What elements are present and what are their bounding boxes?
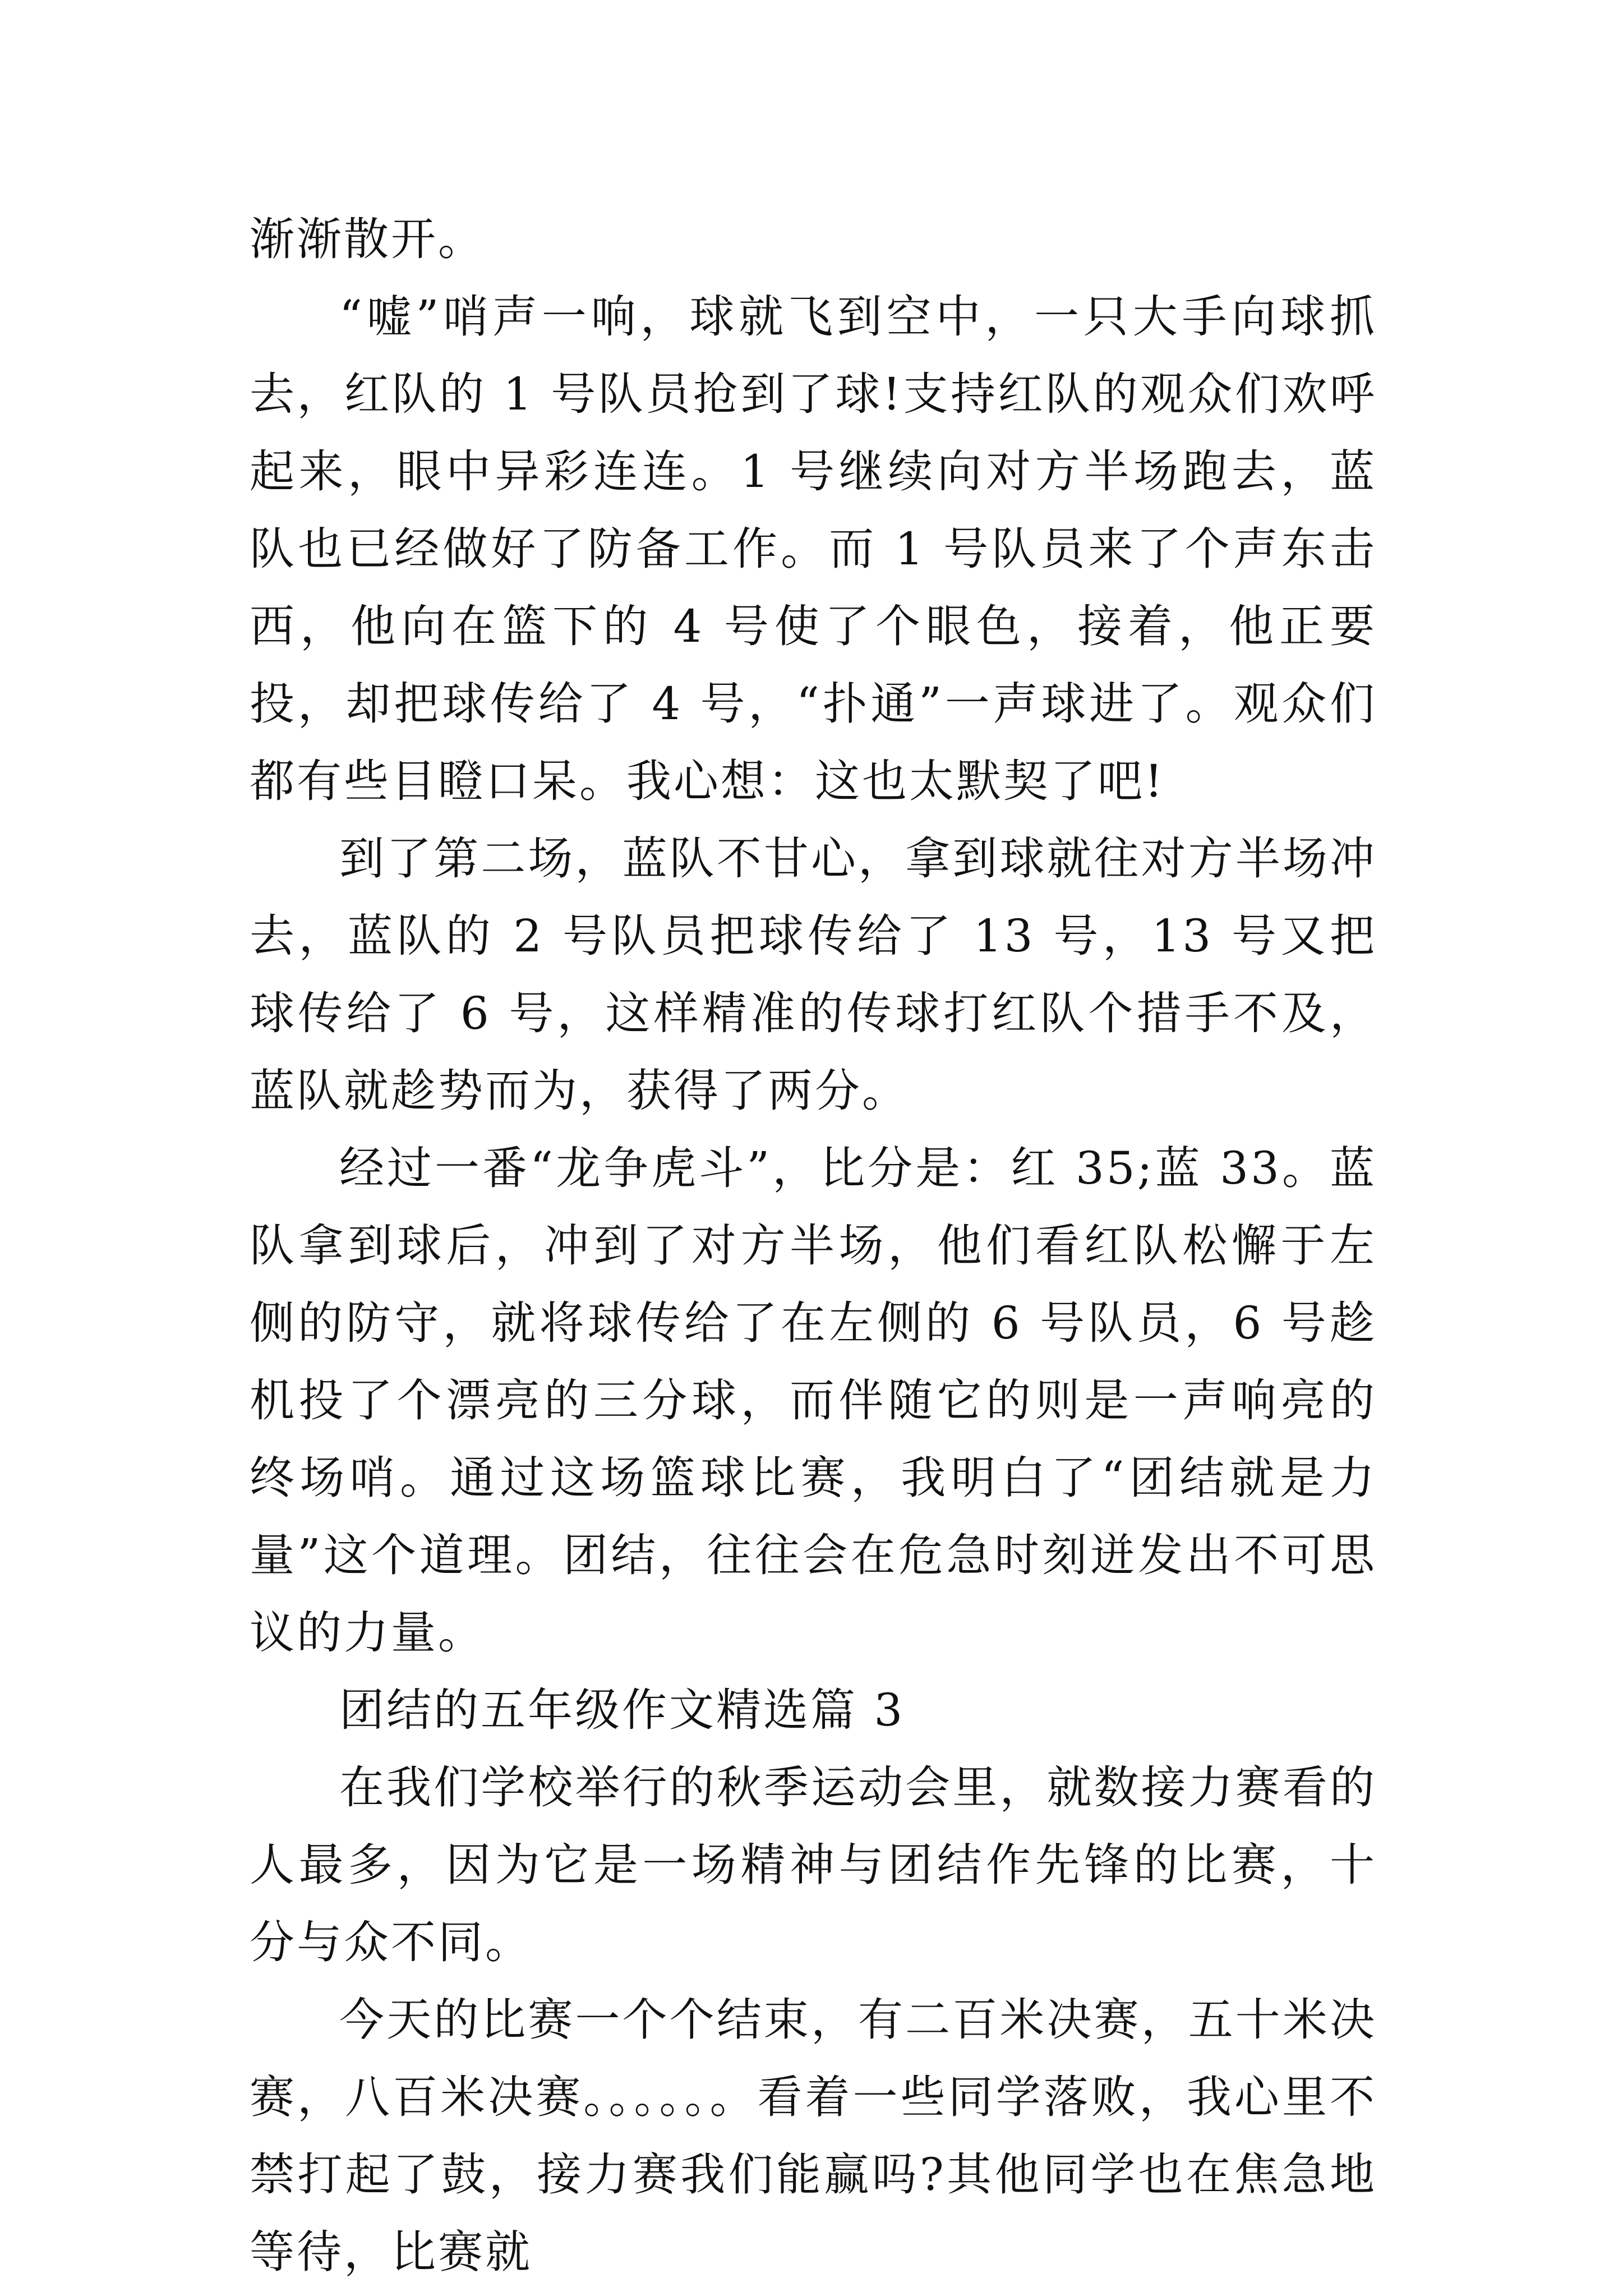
paragraph-continuation: 渐渐散开。: [250, 213, 485, 265]
paragraph-second-game: 到了第二场，蓝队不甘心，拿到球就往对方半场冲去，蓝队的 2 号队员把球传给了 13 号，13 号又把球传给了 6 号，这样精准的传球打红队个措手不及，蓝队就趁势而为，获得了两分。: [250, 832, 1377, 1117]
section-heading: 团结的五年级作文精选篇 3: [339, 1684, 905, 1736]
paragraph-final-score: 经过一番“龙争虎斗”，比分是：红 35;蓝 33。蓝队拿到球后，冲到了对方半场，他们看红队松懈于左侧的防守，就将球传给了在左侧的 6 号队员，6 号趁机投了个漂亮的三分球，而伴随它的则是一声响亮的终场哨。通过这场篮球比赛，我明白了“团结就是力量”这个道理。团结，往往会在危急时刻迸发出不可思议的力量。: [250, 1142, 1377, 1659]
paragraph-first-game: “嘘”哨声一响，球就飞到空中，一只大手向球抓去，红队的 1 号队员抢到了球!支持红队的观众们欢呼起来，眼中异彩连连。1 号继续向对方半场跑去，蓝队也已经做好了防备工作。而 1 号队员来了个声东击西，他向在篮下的 4 号使了个眼色，接着，他正要投，却把球传给了 4 号，“扑通”一声球进了。观众们都有些目瞪口呆。我心想：这也太默契了吧!: [250, 291, 1377, 807]
paragraph-relay-waiting: 今天的比赛一个个结束，有二百米决赛，五十米决赛，八百米决赛。。。。。。看着一些同学落败，我心里不禁打起了鼓，接力赛我们能赢吗?其他同学也在焦急地等待，比赛就: [250, 1994, 1377, 2278]
document-body: [250, 201, 1377, 2291]
paragraph-relay-intro: 在我们学校举行的秋季运动会里，就数接力赛看的人最多，因为它是一场精神与团结作先锋的比赛，十分与众不同。: [250, 1761, 1377, 1968]
